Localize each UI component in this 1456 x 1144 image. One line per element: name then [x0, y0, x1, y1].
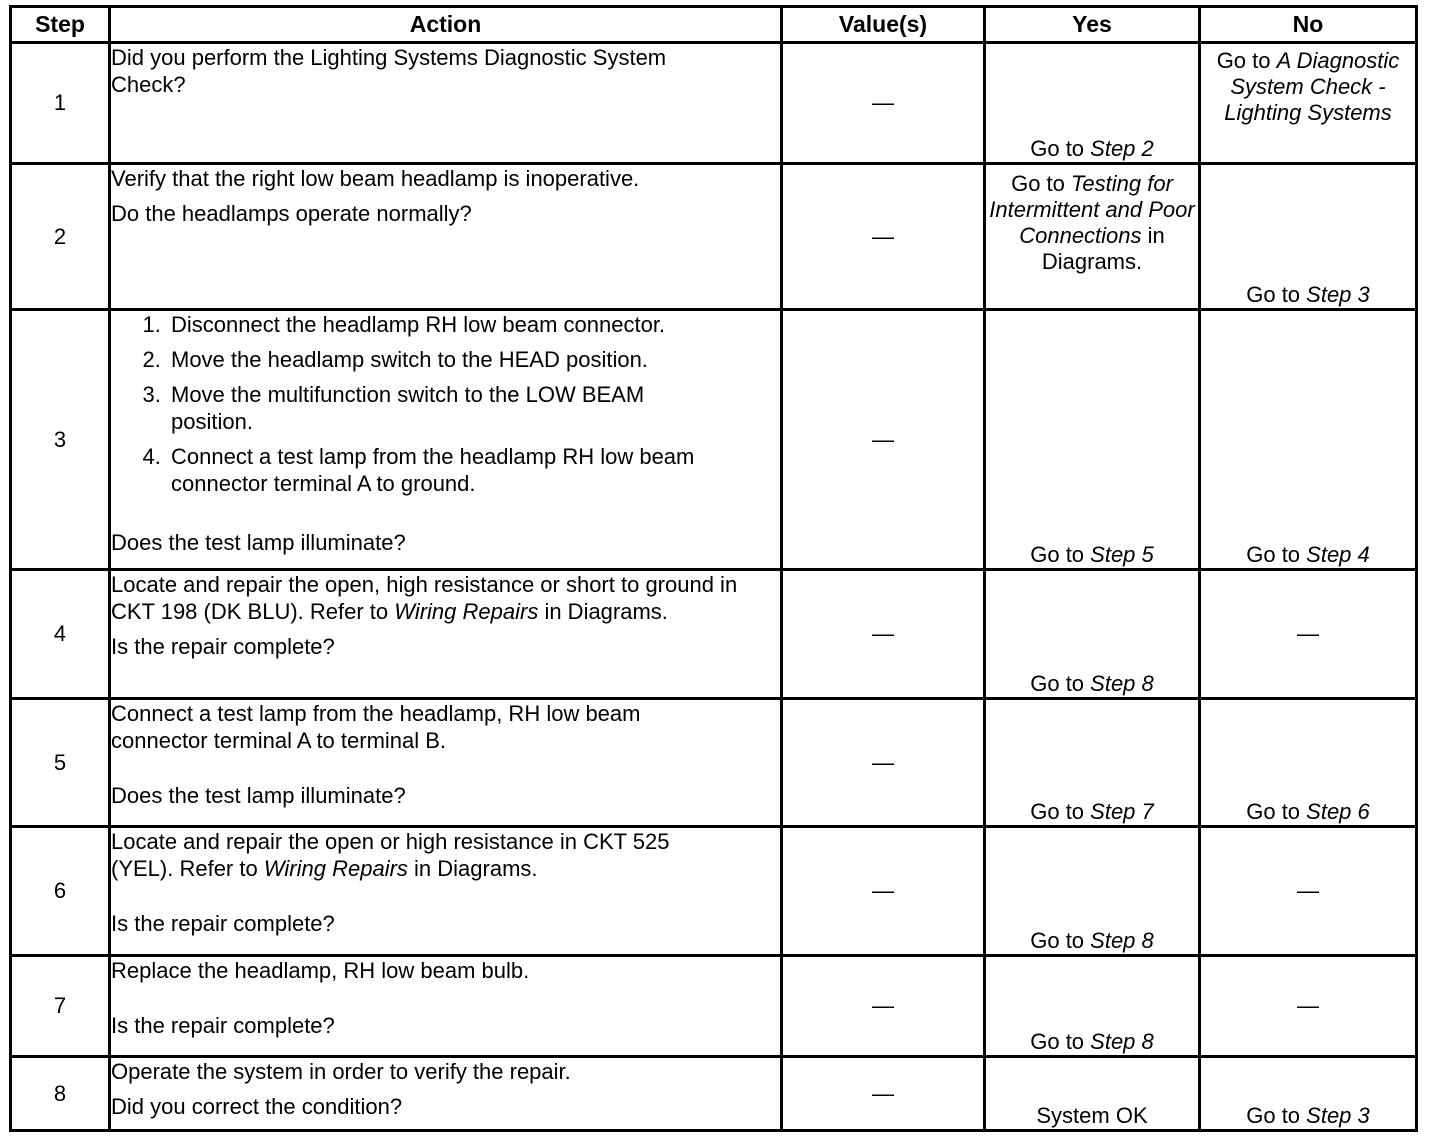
value-cell: —	[782, 570, 985, 699]
yes-prefix: Go to	[1030, 542, 1091, 567]
yes-prefix: Go to	[1030, 671, 1091, 696]
yes-cell	[985, 956, 1200, 1057]
action-text: Operate the system in order to verify the repair.	[111, 1059, 571, 1084]
list-item: 3. Move the multifunction switch to the LOW BEAM position.	[167, 381, 711, 435]
action-steps-list	[111, 311, 780, 497]
action-text: Verify that the right low beam headlamp is inoperative.	[111, 166, 640, 191]
no-step-link: Step 4	[1306, 542, 1370, 567]
table-row	[11, 43, 1417, 164]
yes-cell	[985, 310, 1200, 570]
action-text: Connect a test lamp from the headlamp, RH low beam connector terminal A to terminal B.	[111, 701, 641, 753]
diagnostic-table	[9, 5, 1418, 1132]
value-cell: —	[782, 699, 985, 827]
yes-step-link: Step 8	[1090, 928, 1154, 953]
action-text-post: in Diagrams.	[407, 856, 538, 881]
yes-prefix: Go to	[1030, 799, 1091, 824]
list-item: 4. Connect a test lamp from the headlamp RH low beam connector terminal A to ground.	[167, 443, 711, 497]
action-question: Is the repair complete?	[111, 634, 335, 659]
table-row	[11, 956, 1417, 1057]
step-number: 1	[11, 43, 110, 164]
no-cell: —	[1200, 570, 1417, 699]
list-item: 2. Move the headlamp switch to the HEAD position.	[167, 346, 780, 373]
action-text	[111, 571, 751, 625]
yes-suffix: in Diagrams.	[1041, 223, 1165, 274]
action-question: Do the headlamps operate normally?	[111, 201, 472, 226]
action-cell	[110, 827, 782, 956]
yes-cell	[985, 699, 1200, 827]
header-values: Value(s)	[782, 7, 985, 43]
yes-step-link: Step 5	[1090, 542, 1154, 567]
wiring-repairs-link: Wiring Repairs	[394, 599, 539, 624]
action-cell	[110, 43, 782, 164]
action-question: Does the test lamp illuminate?	[111, 783, 406, 808]
no-cell	[1200, 1057, 1417, 1131]
action-cell	[110, 310, 782, 570]
value-cell: —	[782, 43, 985, 164]
header-step: Step	[11, 7, 110, 43]
action-question: Does the test lamp illuminate?	[111, 530, 406, 555]
action-question: Did you correct the condition?	[111, 1094, 403, 1119]
value-cell: —	[782, 310, 985, 570]
yes-prefix: Go to	[1030, 136, 1091, 161]
action-question: Is the repair complete?	[111, 1013, 335, 1038]
yes-cell	[985, 570, 1200, 699]
no-prefix: Go to	[1246, 542, 1307, 567]
yes-step-link: Step 7	[1090, 799, 1154, 824]
yes-prefix: Go to	[1030, 1029, 1091, 1054]
no-cell	[1200, 164, 1417, 310]
no-step-link: Step 3	[1306, 1103, 1370, 1128]
action-question: Is the repair complete?	[111, 911, 335, 936]
value-cell: —	[782, 1057, 985, 1131]
header-no: No	[1200, 7, 1417, 43]
no-cell	[1200, 699, 1417, 827]
yes-cell	[985, 827, 1200, 956]
action-cell	[110, 956, 782, 1057]
step-number: 2	[11, 164, 110, 310]
wiring-repairs-link: Wiring Repairs	[263, 856, 408, 881]
yes-prefix: Go to	[1011, 171, 1071, 196]
yes-step-link: Step 8	[1090, 1029, 1154, 1054]
yes-cell	[985, 43, 1200, 164]
no-step-link: Step 3	[1306, 282, 1370, 307]
header-row	[11, 7, 1417, 43]
step-number: 4	[11, 570, 110, 699]
step-number: 7	[11, 956, 110, 1057]
action-text-pre: Locate and repair the open, high resistance or short to ground in CKT 198 (DK BLU). Refer to	[111, 572, 738, 624]
value-cell: —	[782, 164, 985, 310]
table-row	[11, 1057, 1417, 1131]
action-text: Replace the headlamp, RH low beam bulb.	[111, 958, 530, 983]
no-step-link: A Diagnostic System Check - Lighting Systems	[1224, 48, 1400, 125]
action-cell	[110, 164, 782, 310]
header-action: Action	[110, 7, 782, 43]
value-cell: —	[782, 956, 985, 1057]
action-text-pre: Locate and repair the open or high resistance in CKT 525 (YEL). Refer to	[111, 829, 670, 881]
list-item: 1. Disconnect the headlamp RH low beam connector.	[167, 311, 780, 338]
yes-cell: System OK	[985, 1057, 1200, 1131]
no-cell	[1200, 310, 1417, 570]
table-row	[11, 164, 1417, 310]
yes-cell	[985, 164, 1200, 310]
yes-step-link: Testing for Intermittent and Poor Connections	[989, 171, 1195, 248]
no-prefix: Go to	[1246, 799, 1307, 824]
no-prefix: Go to	[1246, 282, 1307, 307]
step-number: 3	[11, 310, 110, 570]
table-row	[11, 827, 1417, 956]
header-yes: Yes	[985, 7, 1200, 43]
action-text	[111, 828, 711, 882]
no-step-link: Step 6	[1306, 799, 1370, 824]
yes-step-link: Step 8	[1090, 671, 1154, 696]
step-number: 6	[11, 827, 110, 956]
no-cell: —	[1200, 827, 1417, 956]
yes-step-link: Step 2	[1090, 136, 1154, 161]
no-cell: —	[1200, 956, 1417, 1057]
action-cell	[110, 699, 782, 827]
table-row	[11, 570, 1417, 699]
no-prefix: Go to	[1216, 48, 1277, 73]
table-row	[11, 699, 1417, 827]
action-cell	[110, 1057, 782, 1131]
table-row	[11, 310, 1417, 570]
action-text: Did you perform the Lighting Systems Diagnostic System Check?	[111, 45, 667, 97]
action-cell	[110, 570, 782, 699]
action-text-post: in Diagrams.	[538, 599, 668, 624]
step-number: 5	[11, 699, 110, 827]
value-cell: —	[782, 827, 985, 956]
yes-prefix: Go to	[1030, 928, 1091, 953]
no-prefix: Go to	[1246, 1103, 1307, 1128]
no-cell	[1200, 43, 1417, 164]
step-number: 8	[11, 1057, 110, 1131]
